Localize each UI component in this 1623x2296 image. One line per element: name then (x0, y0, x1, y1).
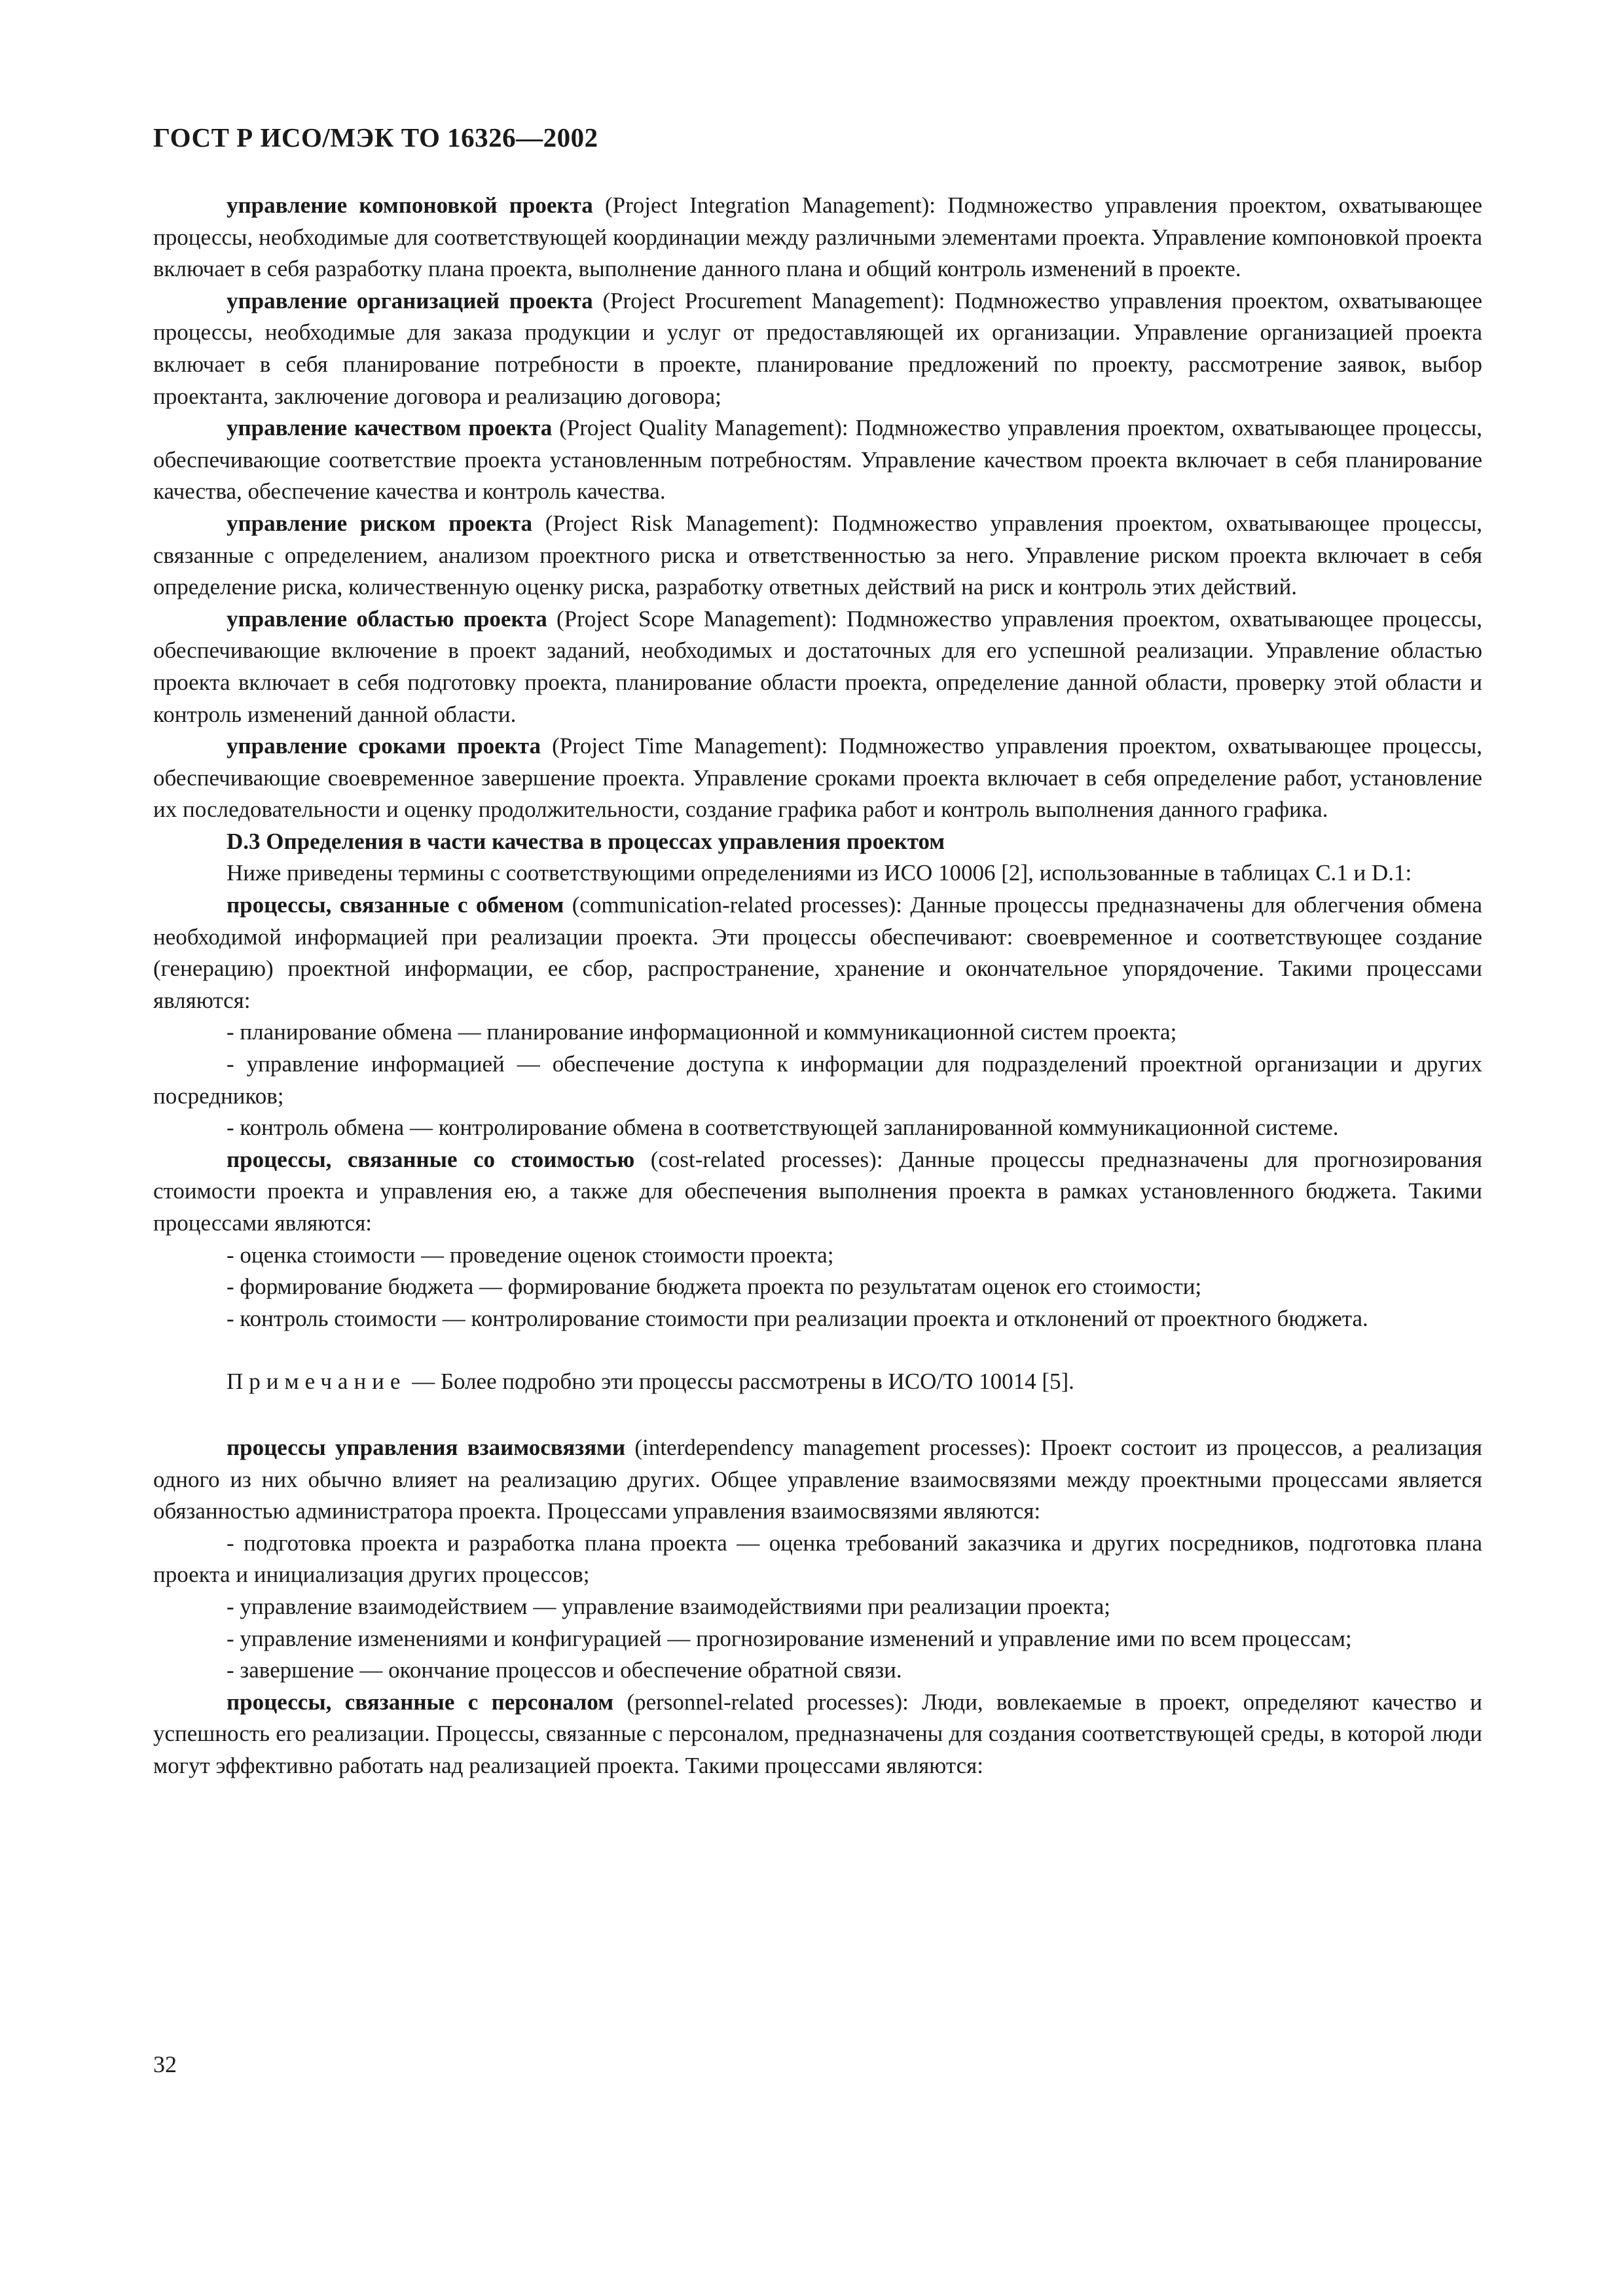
document-body (153, 190, 1482, 1782)
page-number: 32 (153, 2051, 177, 2077)
definition-paragraph (153, 1687, 1482, 1782)
list-item (153, 1016, 1482, 1049)
list-item (153, 1655, 1482, 1687)
defined-term: управление риском проекта (227, 510, 533, 536)
paragraph-text: (interdependency management processes): Проект состоит из процессов, а реализация одного из них обычно влияет на реализацию других. Общее управление взаимосвязями между проектными процессами является обязанностью администратора проекта. Процессами управления взаимосвязями являются: (153, 1434, 1482, 1524)
paragraph-text: (Project Time Management): Подмножество управления проектом, охватывающее процессы, обеспечивающие своевременное завершение проекта. Управление сроками проекта включает в себя определение работ, установление их последовательности и оценку продолжительности, создание графика работ и контроль выполнения данного графика. (153, 733, 1483, 823)
list-item (153, 1623, 1482, 1655)
definition-paragraph (153, 1144, 1482, 1240)
list-item (153, 1591, 1482, 1623)
body-paragraph (153, 857, 1482, 889)
definition-paragraph (153, 285, 1482, 412)
definition-paragraph (153, 603, 1482, 730)
paragraph-text: (Project Risk Management): Подмножество управления проектом, охватывающее процессы, связанные с определением, анализом проектного риска и ответственностью за него. Управление риском проекта включает в себя определение риска, количественную оценку риска, разработку ответных действий на риск и контроль этих действий. (153, 510, 1482, 600)
paragraph-text: - управление информацией — обеспечение доступа к информации для подразделений проектной организации и других посредников; (153, 1051, 1482, 1109)
defined-term: процессы, связанные со стоимостью (227, 1146, 635, 1172)
definition-paragraph (153, 190, 1482, 285)
list-item (153, 1112, 1482, 1144)
note-label: Примечание (227, 1369, 407, 1395)
defined-term: процессы, связанные с персоналом (227, 1689, 614, 1715)
paragraph-text: (Project Integration Management): Подмножество управления проектом, охватывающее процессы, необходимые для соответствующей координации между различными элементами проекта. Управление компоновкой проекта включает в себя разработку плана проекта, выполнение данного плана и общий контроль изменений в проекте. (153, 192, 1483, 282)
paragraph-text: - управление изменениями и конфигурацией — прогнозирование изменений и управление ими по всем процессам; (227, 1625, 1352, 1651)
list-item (153, 1528, 1482, 1591)
section-heading: D.3 Определения в части качества в процессах управления проектом (227, 828, 945, 854)
paragraph-text: (personnel-related processes): Люди, вовлекаемые в проект, определяют качество и успешность его реализации. Процессы, связанные с персоналом, предназначены для создания соответствующей среды, в которой люди могут эффективно работать над реализацией проекта. Такими процессами являются: (153, 1689, 1482, 1778)
definition-paragraph (153, 412, 1482, 508)
note-paragraph (153, 1366, 1482, 1398)
defined-term: процессы, связанные с обменом (227, 892, 564, 918)
defined-term: управление компоновкой проекта (227, 192, 593, 218)
defined-term: управление сроками проекта (227, 733, 541, 759)
page (153, 118, 1482, 1782)
paragraph-text: - оценка стоимости — проведение оценок стоимости проекта; (227, 1242, 834, 1268)
paragraph-text: - завершение — окончание процессов и обеспечение обратной связи. (227, 1657, 902, 1683)
document-header: ГОСТ Р ИСО/МЭК ТО 16326—2002 (153, 122, 598, 152)
definition-paragraph (153, 730, 1482, 826)
definition-paragraph (153, 889, 1482, 1016)
defined-term: управление организацией проекта (227, 287, 593, 314)
paragraph-text: - подготовка проекта и разработка плана проекта — оценка требований заказчика и других посредников, подготовка плана проекта и инициализация других процессов; (153, 1530, 1482, 1588)
definition-paragraph (153, 1432, 1482, 1528)
list-item (153, 1240, 1482, 1272)
paragraph-text: - управление взаимодействием — управление взаимодействиями при реализации проекта; (227, 1593, 1111, 1619)
list-item (153, 1049, 1482, 1112)
paragraph-text: - контроль стоимости — контролирование стоимости при реализации проекта и отклонений от проектного бюджета. (227, 1305, 1368, 1331)
paragraph-text: - формирование бюджета — формирование бюджета проекта по результатам оценок его стоимости; (227, 1274, 1202, 1300)
defined-term: управление областью проекта (227, 605, 547, 632)
list-item (153, 1271, 1482, 1303)
definition-paragraph (153, 508, 1482, 603)
defined-term: процессы управления взаимосвязями (227, 1434, 626, 1460)
paragraph-text: - контроль обмена — контролирование обмена в соответствующей запланированной коммуникационной системе. (227, 1115, 1339, 1141)
paragraph-text: Ниже приведены термины с соответствующими определениями из ИСО 10006 [2], использованные в таблицах С.1 и D.1: (227, 860, 1412, 886)
paragraph-text: (Project Quality Management): Подмножество управления проектом, охватывающее процессы, обеспечивающие соответствие проекта установленным потребностям. Управление качеством проекта включает в себя планирование качества, обеспечение качества и контроль качества. (153, 415, 1482, 505)
note-text: — Более подробно эти процессы рассмотрены в ИСО/ТО 10014 [5]. (406, 1369, 1074, 1395)
list-item (153, 1303, 1482, 1335)
defined-term: управление качеством проекта (227, 415, 553, 441)
paragraph-text: - планирование обмена — планирование информационной и коммуникационной систем проекта; (227, 1019, 1177, 1045)
paragraph-text: (Project Procurement Management): Подмножество управления проектом, охватывающее процессы, необходимые для заказа продукции и услуг от предоставляющей их организации. Управление организацией проекта включает в себя планирование потребности в проекте, планирование предложений по проекту, рассмотрение заявок, выбор проектанта, заключение договора и реализацию договора; (153, 287, 1482, 409)
paragraph-text: (cost-related processes): Данные процессы предназначены для прогнозирования стоимости проекта и управления ею, а также для обеспечения выполнения проекта в рамках установленного бюджета. Такими процессами являются: (153, 1146, 1483, 1236)
paragraph-text: (communication-related processes): Данные процессы предназначены для облегчения обмена необходимой информацией при реализации проекта. Эти процессы обеспечивают: своевременное и соответствующее создание (генерацию) проектной информации, ее сбор, распространение, хранение и окончательное упорядочение. Такими процессами являются: (153, 892, 1482, 1013)
paragraph-text: (Project Scope Management): Подмножество управления проектом, охватывающее процессы, обеспечивающие включение в проект заданий, необходимых и достаточных для его успешной реализации. Управление областью проекта включает в себя подготовку проекта, планирование области проекта, определение данной области, проверку этой области и контроль изменений данной области. (153, 605, 1482, 727)
